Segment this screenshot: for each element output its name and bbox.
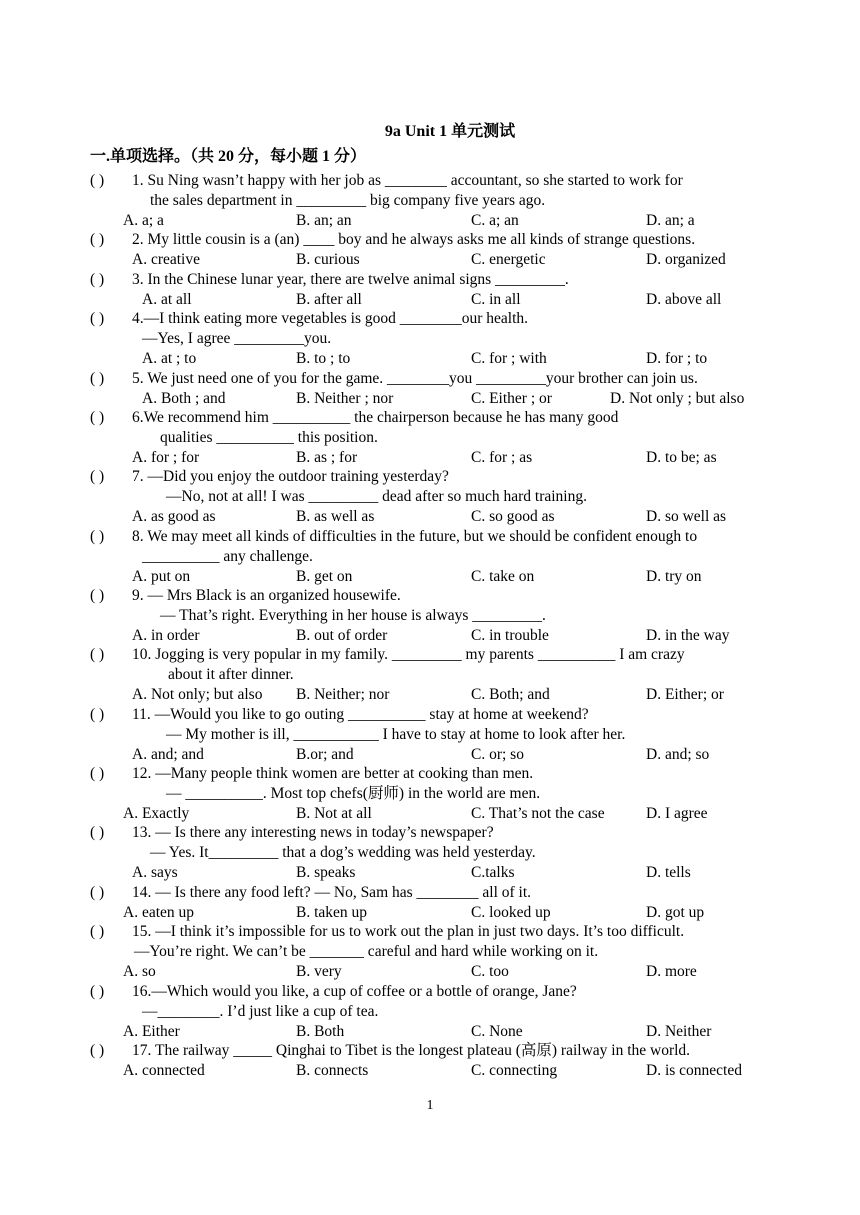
answer-blank: ( )	[90, 983, 105, 1000]
option-c: C.talks	[471, 863, 515, 881]
question-7	[90, 467, 780, 526]
option-c: C. None	[471, 1022, 523, 1040]
option-b: B. speaks	[296, 863, 356, 881]
option-d: D. and; so	[646, 745, 710, 763]
answer-blank: ( )	[90, 884, 105, 901]
option-d: D. an; a	[646, 211, 695, 229]
answer-blank: ( )	[90, 468, 105, 485]
question-9	[90, 586, 780, 645]
question-line: — That’s right. Everything in her house is always _________.	[160, 606, 546, 624]
option-row	[90, 349, 780, 369]
option-row	[90, 1061, 780, 1081]
option-a: A. Both ; and	[142, 389, 226, 407]
option-b: B. curious	[296, 250, 360, 268]
option-d: D. I agree	[646, 804, 708, 822]
option-d: D. to be; as	[646, 448, 717, 466]
question-stem: 6.We recommend him __________ the chairperson because he has many good	[132, 409, 619, 426]
question-10	[90, 645, 780, 704]
question-stem: 1. Su Ning wasn’t happy with her job as ________ accountant, so she started to work for	[132, 172, 683, 189]
question-stem: 8. We may meet all kinds of difficulties in the future, but we should be confident enough to	[132, 528, 698, 545]
question-16	[90, 982, 780, 1041]
question-stem: 4.—I think eating more vegetables is good ________our health.	[132, 310, 529, 327]
question-stem: 9. — Mrs Black is an organized housewife.	[132, 587, 401, 604]
option-d: D. got up	[646, 903, 705, 921]
option-c: C. take on	[471, 567, 535, 585]
question-line: __________ any challenge.	[142, 547, 313, 565]
option-b: B. get on	[296, 567, 353, 585]
option-a: A. Either	[123, 1022, 180, 1040]
option-c: C. for ; as	[471, 448, 533, 466]
option-a: A. as good as	[132, 507, 216, 525]
option-b: B. taken up	[296, 903, 368, 921]
answer-blank: ( )	[90, 765, 105, 782]
page-number: 1	[426, 1098, 434, 1113]
option-row	[90, 448, 780, 468]
option-d: D. Neither	[646, 1022, 712, 1040]
option-row	[90, 567, 780, 587]
option-row	[90, 685, 780, 705]
option-c: C. a; an	[471, 211, 519, 229]
question-15	[90, 922, 780, 981]
option-d: D. try on	[646, 567, 702, 585]
option-a: A. at all	[142, 290, 192, 308]
option-c: C. in trouble	[471, 626, 549, 644]
question-stem: 11. —Would you like to go outing __________ stay at home at weekend?	[132, 706, 589, 723]
section-heading: 一.单项选择。（共 20 分，每小题 1 分）	[90, 148, 367, 165]
question-line: — Yes. It_________ that a dog’s wedding was held yesterday.	[150, 843, 536, 861]
option-c: C. for ; with	[471, 349, 547, 367]
answer-blank: ( )	[90, 1042, 105, 1059]
option-d: D. organized	[646, 250, 726, 268]
answer-blank: ( )	[90, 923, 105, 940]
question-stem: 13. — Is there any interesting news in today’s newspaper?	[132, 824, 494, 841]
answer-blank: ( )	[90, 370, 105, 387]
question-stem: 12. —Many people think women are better at cooking than men.	[132, 765, 534, 782]
option-row	[90, 507, 780, 527]
option-row	[90, 962, 780, 982]
question-stem: 5. We just need one of you for the game. ________you _________your brother can join us.	[132, 370, 698, 387]
question-5	[90, 369, 780, 409]
option-a: A. at ; to	[142, 349, 197, 367]
option-c: C. energetic	[471, 250, 546, 268]
option-d: D. so well as	[646, 507, 727, 525]
option-row	[90, 211, 780, 231]
question-8	[90, 527, 780, 586]
question-3	[90, 270, 780, 310]
option-row	[90, 745, 780, 765]
answer-blank: ( )	[90, 310, 105, 327]
question-stem: 16.—Which would you like, a cup of coffee or a bottle of orange, Jane?	[132, 983, 577, 1000]
question-1	[90, 171, 780, 230]
option-a: A. for ; for	[132, 448, 200, 466]
option-d: D. for ; to	[646, 349, 708, 367]
option-d: D. Either; or	[646, 685, 724, 703]
option-d: D. above all	[646, 290, 722, 308]
option-c: C. Both; and	[471, 685, 550, 703]
option-b: B. Both	[296, 1022, 345, 1040]
option-b: B. Neither ; nor	[296, 389, 394, 407]
option-b: B. as ; for	[296, 448, 358, 466]
option-b: B. Neither; nor	[296, 685, 390, 703]
answer-blank: ( )	[90, 409, 105, 426]
question-stem: 7. —Did you enjoy the outdoor training yesterday?	[132, 468, 449, 485]
question-14	[90, 883, 780, 923]
option-a: A. eaten up	[123, 903, 195, 921]
answer-blank: ( )	[90, 587, 105, 604]
answer-blank: ( )	[90, 271, 105, 288]
option-a: A. put on	[132, 567, 191, 585]
option-c: C. too	[471, 962, 509, 980]
question-stem: 2. My little cousin is a (an) ____ boy and he always asks me all kinds of strange questions.	[132, 231, 696, 248]
option-a: A. in order	[132, 626, 200, 644]
option-a: A. says	[132, 863, 178, 881]
question-stem: 17. The railway _____ Qinghai to Tibet is the longest plateau (高原) railway in the world.	[132, 1042, 691, 1059]
question-stem: 15. —I think it’s impossible for us to work out the plan in just two days. It’s too difficult.	[132, 923, 685, 940]
question-17	[90, 1041, 780, 1081]
question-line: qualities __________ this position.	[160, 428, 378, 446]
option-a: A. connected	[123, 1061, 205, 1079]
option-row	[90, 804, 780, 824]
question-line: —________. I’d just like a cup of tea.	[142, 1002, 379, 1020]
option-d: D. Not only ; but also	[610, 389, 745, 407]
option-b: B. out of order	[296, 626, 388, 644]
option-d: D. tells	[646, 863, 691, 881]
option-b: B. an; an	[296, 211, 352, 229]
option-b: B. connects	[296, 1061, 369, 1079]
question-4	[90, 309, 780, 368]
answer-blank: ( )	[90, 646, 105, 663]
option-b: B. very	[296, 962, 342, 980]
answer-blank: ( )	[90, 824, 105, 841]
answer-blank: ( )	[90, 528, 105, 545]
option-row	[90, 1022, 780, 1042]
option-c: C. Either ; or	[471, 389, 552, 407]
option-b: B. to ; to	[296, 349, 351, 367]
option-c: C. or; so	[471, 745, 524, 763]
option-d: D. is connected	[646, 1061, 742, 1079]
option-c: C. so good as	[471, 507, 555, 525]
option-a: A. creative	[132, 250, 200, 268]
option-b: B. Not at all	[296, 804, 372, 822]
question-2	[90, 230, 780, 270]
option-row	[90, 250, 780, 270]
question-line: about it after dinner.	[168, 665, 294, 683]
question-stem: 3. In the Chinese lunar year, there are twelve animal signs _________.	[132, 271, 569, 288]
question-line: —You’re right. We can’t be _______ careful and hard while working on it.	[134, 942, 599, 960]
question-6	[90, 408, 780, 467]
question-line: —No, not at all! I was _________ dead after so much hard training.	[166, 487, 587, 505]
option-row	[90, 626, 780, 646]
question-line: — My mother is ill, ___________ I have to stay at home to look after her.	[166, 725, 626, 743]
question-11	[90, 705, 780, 764]
option-a: A. so	[123, 962, 156, 980]
question-stem: 14. — Is there any food left? — No, Sam has ________ all of it.	[132, 884, 532, 901]
page-title: 9a Unit 1 单元测试	[384, 123, 516, 140]
question-line: —Yes, I agree _________you.	[142, 329, 332, 347]
answer-blank: ( )	[90, 706, 105, 723]
option-row	[90, 863, 780, 883]
question-stem: 10. Jogging is very popular in my family. _________ my parents __________ I am crazy	[132, 646, 685, 663]
option-b: B.or; and	[296, 745, 354, 763]
option-b: B. after all	[296, 290, 362, 308]
option-b: B. as well as	[296, 507, 375, 525]
option-row	[90, 290, 780, 310]
option-row	[90, 389, 780, 409]
answer-blank: ( )	[90, 172, 105, 189]
question-12	[90, 764, 780, 823]
option-a: A. Exactly	[123, 804, 190, 822]
option-a: A. Not only; but also	[132, 685, 263, 703]
option-d: D. in the way	[646, 626, 730, 644]
option-row	[90, 903, 780, 923]
option-c: C. looked up	[471, 903, 551, 921]
option-a: A. a; a	[123, 211, 164, 229]
question-line: the sales department in _________ big company five years ago.	[150, 191, 546, 209]
question-line: — __________. Most top chefs(厨师) in the world are men.	[166, 784, 541, 802]
option-c: C. That’s not the case	[471, 804, 605, 822]
option-d: D. more	[646, 962, 697, 980]
option-c: C. in all	[471, 290, 521, 308]
answer-blank: ( )	[90, 231, 105, 248]
option-a: A. and; and	[132, 745, 204, 763]
option-c: C. connecting	[471, 1061, 558, 1079]
question-13	[90, 823, 780, 882]
